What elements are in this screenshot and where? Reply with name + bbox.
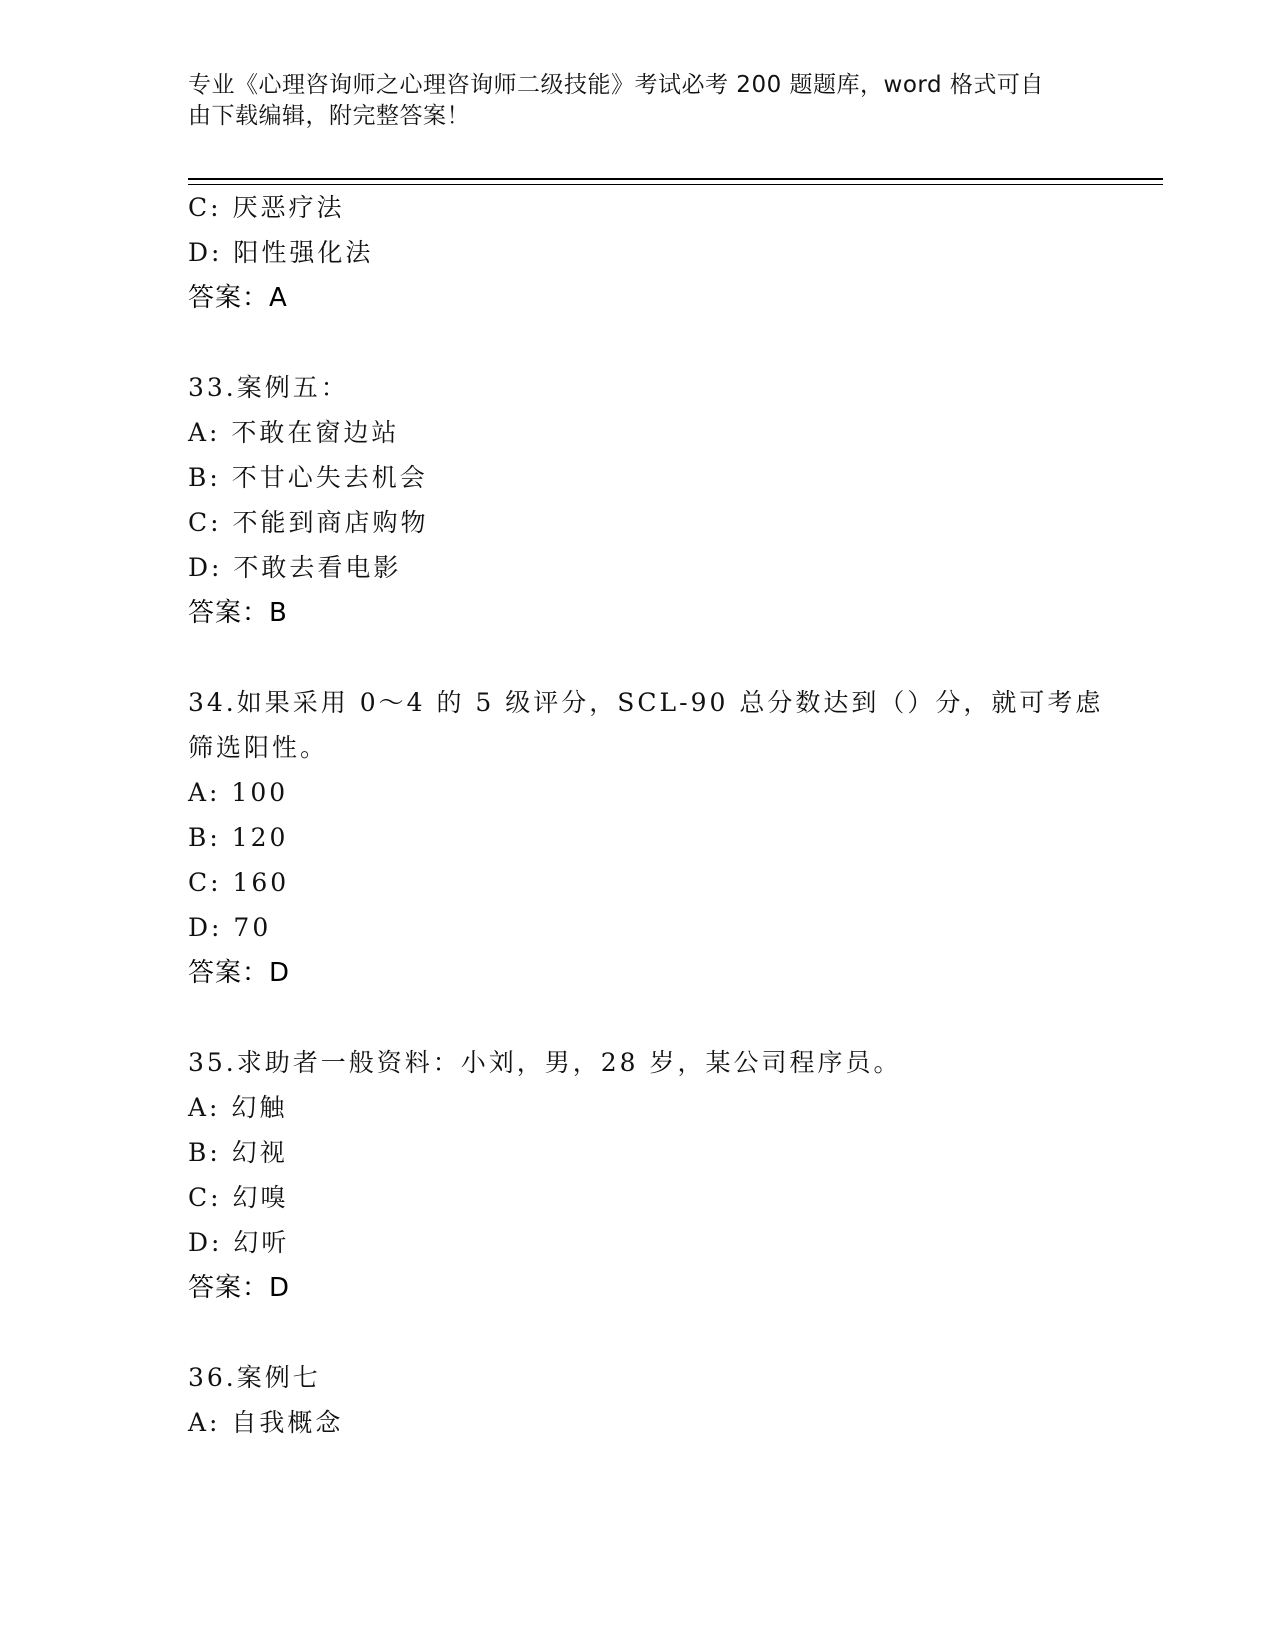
q33-option-b: B: 不甘心失去机会: [188, 463, 428, 492]
q33-option-d: D: 不敢去看电影: [188, 553, 402, 582]
q35-option-c: C: 幻嗅: [188, 1183, 289, 1212]
q35-stem: 35.求助者一般资料：小刘，男，28 岁，某公司程序员。: [188, 1048, 902, 1077]
q36-stem: 36.案例七: [188, 1363, 321, 1392]
q36-option-a: A: 自我概念: [188, 1408, 344, 1437]
q34-option-b: B: 120: [188, 823, 289, 852]
q33-stem: 33.案例五：: [188, 373, 349, 402]
q35-answer: 答案：D: [188, 1273, 291, 1303]
q35-option-a: A: 幻触: [188, 1093, 288, 1122]
prev-option-c: C: 厌恶疗法: [188, 193, 345, 222]
prev-option-d: D: 阳性强化法: [188, 238, 374, 267]
header-line-1: 专业《心理咨询师之心理咨询师二级技能》考试必考 200 题题库，word 格式可自: [188, 72, 1044, 98]
q34-option-d: D: 70: [188, 913, 272, 942]
q34-answer: 答案：D: [188, 958, 291, 988]
header-divider-thin: [188, 184, 1163, 185]
q33-option-c: C: 不能到商店购物: [188, 508, 429, 537]
q34-option-a: A: 100: [188, 778, 289, 807]
header-divider-thick: [188, 178, 1163, 180]
q34-option-c: C: 160: [188, 868, 290, 897]
document-header: [188, 70, 1068, 132]
q33-answer: 答案：B: [188, 598, 288, 628]
prev-answer: 答案：A: [188, 283, 288, 313]
header-line-2: 由下载编辑，附完整答案！: [188, 103, 470, 129]
q35-option-d: D: 幻听: [188, 1228, 290, 1257]
q34-stem-line-1: 34.如果采用 0～4 的 5 级评分，SCL-90 总分数达到（）分，就可考虑: [188, 688, 1104, 717]
q35-option-b: B: 幻视: [188, 1138, 288, 1167]
q33-option-a: A: 不敢在窗边站: [188, 418, 400, 447]
q34-stem-line-2: 筛选阳性。: [188, 733, 329, 762]
